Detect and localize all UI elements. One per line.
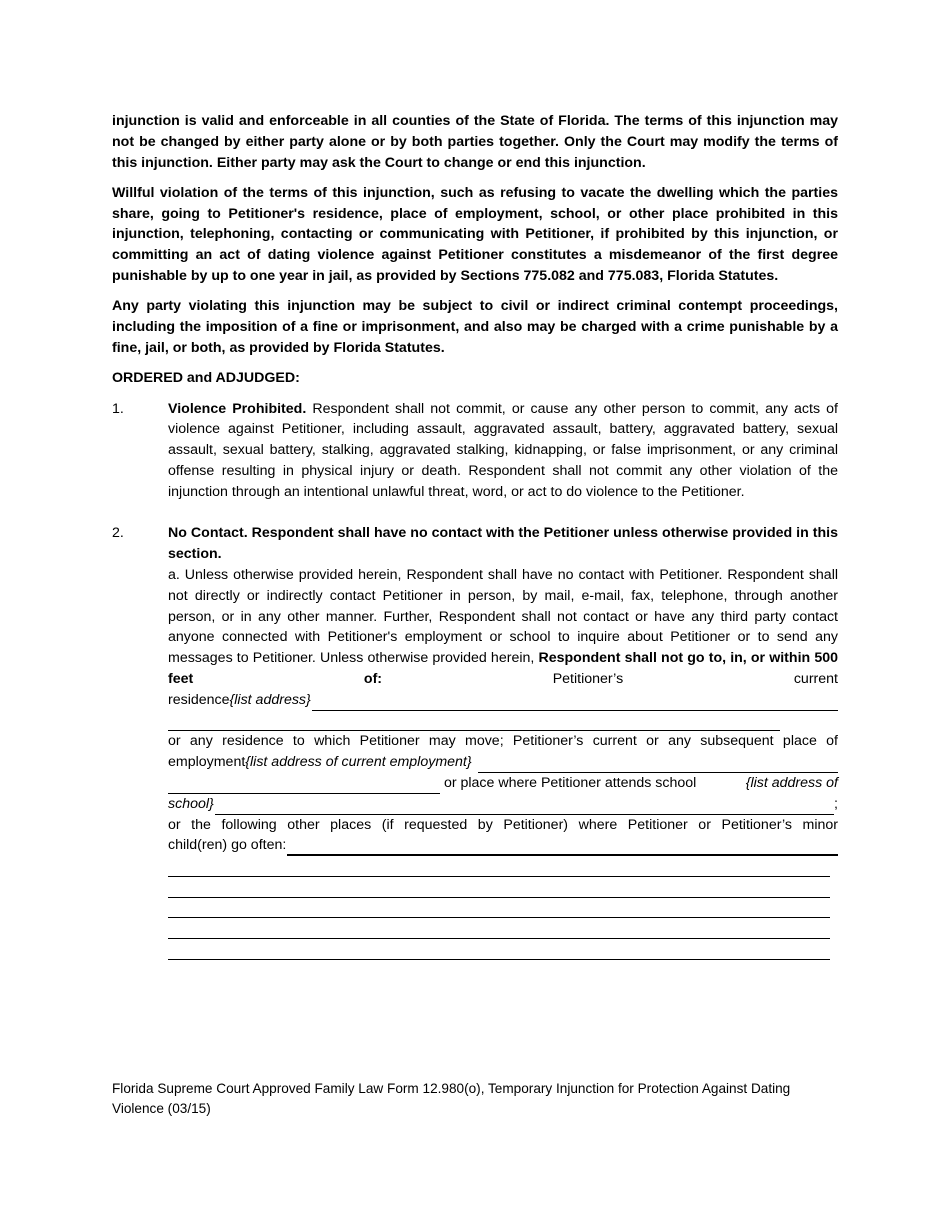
current-residence-lead: Petitioner’s current <box>382 670 838 687</box>
school-text: or place where Petitioner attends school <box>440 774 701 791</box>
residence-row <box>168 690 838 711</box>
ordered-heading: ORDERED and ADJUDGED: <box>112 370 300 387</box>
distance-restriction-text: Respondent shall not go to, in, or within 500 feet of: <box>168 650 838 687</box>
other-places-field-line4[interactable] <box>168 902 830 918</box>
no-contact-text: a. Unless otherwise provided herein, Respondent shall have no contact with Petitioner. Respondent shall not directly or indirectly contact Petitioner in person, by mail, e-mail, fax, telephone, through another person, or in any other manner. Further, Respondent shall not contact or have any third party contact anyone connected with Petitioner's employment or school to inquire about Petitioner or to send any messages to Petitioner. Unless otherwise provided herein, <box>168 566 838 667</box>
school-row <box>168 773 838 794</box>
residence-hint: {list address} <box>229 691 311 708</box>
other-places-text: or the following other places (if requested by Petitioner) where Petitioner or Petitioner’s minor <box>168 816 838 833</box>
footer-form-version: Violence (03/15) <box>112 1101 211 1116</box>
document-body <box>112 111 838 960</box>
no-contact-paragraph <box>168 565 838 690</box>
employment-hint: {list address of current employment} <box>245 754 472 771</box>
item-no-contact <box>112 523 838 960</box>
item-body <box>168 399 838 503</box>
item-violence-prohibited <box>112 399 838 503</box>
other-places-row-3 <box>168 877 838 898</box>
school-address-row <box>168 794 838 815</box>
intro-paragraph-contempt: Any party violating this injunction may be subject to civil or indirect criminal contempt proceedings, including the imposition of a fine or imprisonment, and also may be charged with a crime punishable by a fine, jail, or both, as provided by Florida Statutes. <box>112 298 838 356</box>
item-body <box>168 523 838 960</box>
moves-text: or any residence to which Petitioner may move; Petitioner’s current or any subsequent place of <box>168 733 838 750</box>
other-places-field[interactable] <box>287 839 838 856</box>
other-places-row-4 <box>168 898 838 919</box>
residence-address-field[interactable] <box>312 695 838 711</box>
other-places-field-line5[interactable] <box>168 923 830 939</box>
school-address-field[interactable] <box>215 799 834 815</box>
employment-label: employment <box>168 754 246 771</box>
intro-paragraph-willful-violation: Willful violation of the terms of this injunction, such as refusing to vacate the dwelling which the parties share, going to Petitioner's residence, place of employment, school, or other place prohibited in this injunction, telephoning, contacting or communicating with Petitioner, if prohibited by this injunction, or committing an act of dating violence against Petitioner constitutes a misdemeanor of the first degree punishable by up to one year in jail, as provided by Sections 775.082 and 775.083, Florida Statutes. <box>112 184 838 285</box>
other-places-field-line3[interactable] <box>168 882 830 898</box>
employment-address-field[interactable] <box>478 757 838 773</box>
school-semicolon: ; <box>834 795 838 812</box>
footer-form-title: Florida Supreme Court Approved Family Law Form 12.980(o), Temporary Injunction for Protection Against Dating <box>112 1081 791 1096</box>
other-places-row <box>168 835 838 856</box>
item-number: 2. <box>112 525 124 542</box>
page-footer <box>112 1079 842 1119</box>
other-places-field-line6[interactable] <box>168 944 830 960</box>
school-hint: {list address of <box>745 774 838 791</box>
item-text: Respondent shall not commit, or cause any other person to commit, any acts of violence against Petitioner, including assault, aggravated assault, battery, aggravated battery, sexual assault, sexual battery, stalking, aggravated stalking, kidnapping, or false imprisonment, or any criminal offense resulting in physical injury or death. Respondent shall not commit any other violation of the injunction through an intentional unlawful threat, word, or act to do violence to the Petitioner. <box>168 400 838 500</box>
intro-paragraph-validity: injunction is valid and enforceable in all counties of the State of Florida. The terms of this injunction may not be changed by either party alone or by both parties together. Only the Court may modify the terms of this injunction. Either party may ask the Court to change or end this injunction. <box>112 113 838 171</box>
employment-row <box>168 752 838 773</box>
child-text: child(ren) go often: <box>168 837 287 854</box>
spacer <box>112 503 838 524</box>
other-places-field-line2[interactable] <box>168 861 830 877</box>
other-places-row-5 <box>168 918 838 939</box>
other-places-row-6 <box>168 939 838 960</box>
residence-label: residence <box>168 691 230 708</box>
employment-address-field-line2[interactable] <box>168 778 440 794</box>
item-number: 1. <box>112 400 124 417</box>
school-hint-end: school} <box>168 795 214 812</box>
residence-address-field-line2[interactable] <box>168 715 780 731</box>
residence-row-2 <box>168 711 838 732</box>
item-heading: No Contact. Respondent shall have no contact with the Petitioner unless otherwise provided in this section. <box>168 525 838 563</box>
item-heading: Violence Prohibited. <box>168 400 307 417</box>
other-places-row-2 <box>168 856 838 877</box>
